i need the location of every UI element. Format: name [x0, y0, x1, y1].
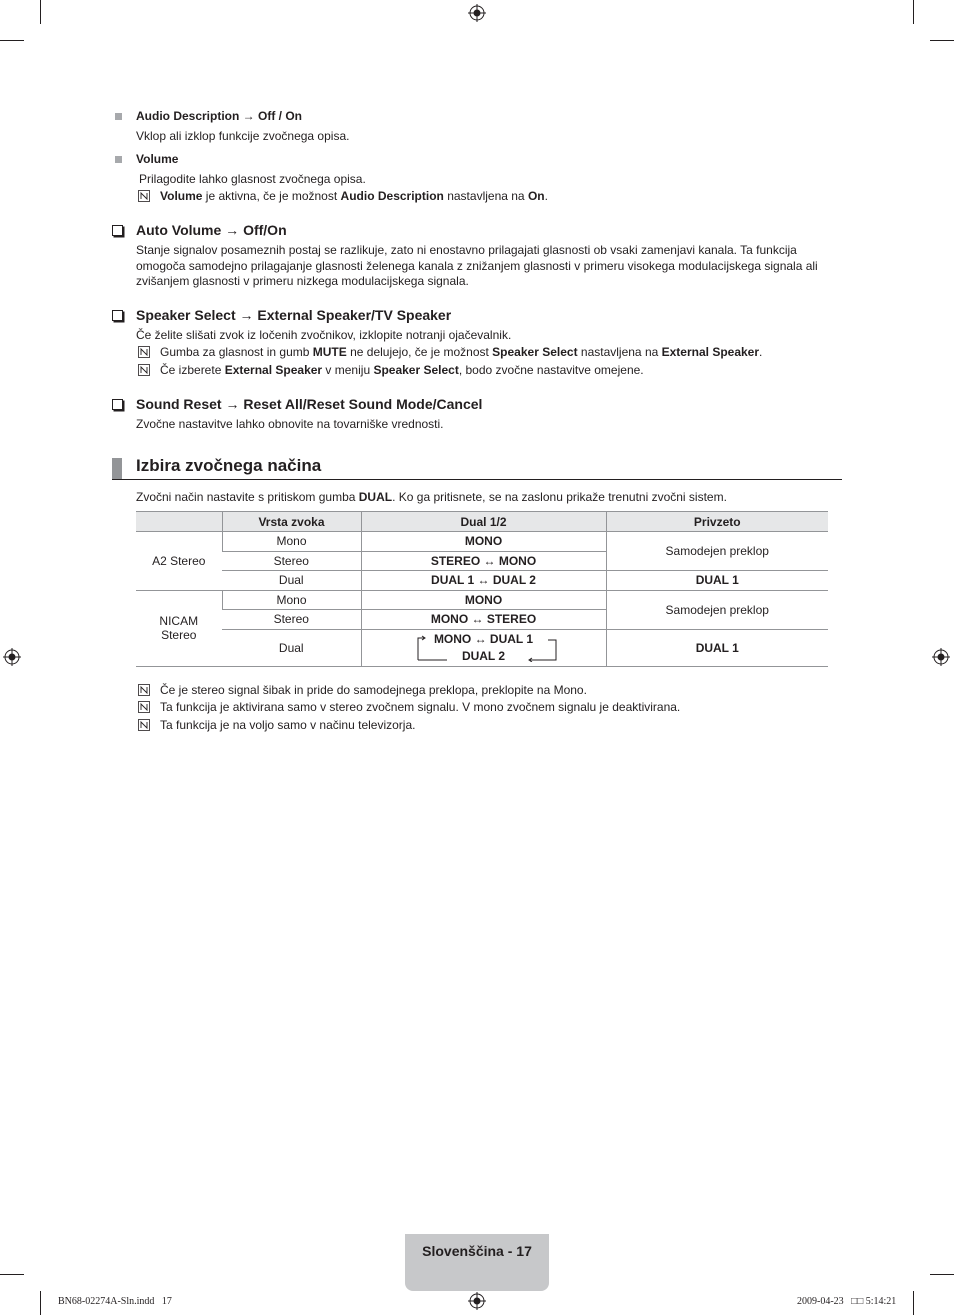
bullet-square-icon	[115, 113, 122, 120]
note-icon	[138, 701, 150, 713]
note-text: Gumba za glasnost in gumb	[160, 345, 313, 359]
cycle-arrow-icon	[414, 634, 558, 662]
note-icon	[138, 190, 150, 202]
table-cell: MONO ↔ STEREO	[361, 610, 606, 630]
note-text: Ta funkcija je na voljo samo v načinu televizorja.	[160, 718, 416, 732]
bold-term: Audio Description	[340, 189, 444, 203]
bold-term: External Speaker	[661, 345, 760, 359]
table-cell: Mono	[222, 590, 361, 610]
table-cell: DUAL 1 ↔ DUAL 2	[361, 571, 606, 591]
crop-mark	[913, 0, 914, 24]
note-text: , bodo zvočne nastavitve omejene.	[458, 363, 644, 377]
audio-description-heading	[136, 109, 302, 124]
crop-mark	[0, 1274, 24, 1275]
note-icon	[138, 719, 150, 731]
nicam-stereo-label	[136, 590, 222, 666]
auto-volume-line-2: omogoča samodejno prilagajanje glasnosti želenega kanala z znižanjem glasnosti v primeru visokega modulacijskega signala ali	[136, 259, 818, 273]
section-marker	[112, 458, 122, 479]
table-header-cell: Dual 1/2	[361, 512, 606, 532]
sound-reset-text: Zvočne nastavitve lahko obnovite na tovarniške vrednosti.	[136, 417, 444, 431]
table-cell: DUAL 1	[606, 571, 828, 591]
auto-volume-line-1: Stanje signalov posameznih postaj se razlikuje, zato ni enostavno prilagajati glasnosti ob vsaki zamenjavi kanala. Ta funkcija	[136, 243, 797, 257]
note-text: v meniju	[322, 363, 374, 377]
bullet-square-icon	[115, 156, 122, 163]
checkbox-bullet-icon	[112, 310, 123, 321]
intro-text: . Ko ga pritisnete, se na zaslonu prikaže trenutni zvočni sistem.	[392, 490, 727, 504]
note-icon	[138, 364, 150, 376]
date-slug: 2009-04-23 □□ 5:14:21	[797, 1296, 897, 1307]
crop-mark	[913, 1291, 914, 1315]
volume-note	[160, 189, 548, 204]
table-header-cell	[136, 512, 222, 532]
audio-description-label: Audio Description	[136, 109, 240, 123]
registration-mark-icon	[468, 4, 486, 22]
table-cell: Samodejen preklop	[606, 590, 828, 629]
sound-mode-table	[136, 511, 828, 667]
note-text: Če izberete	[160, 363, 225, 377]
crop-mark	[40, 1291, 41, 1315]
auto-volume-line-3: zvišanjem glasnosti v primeru nizkega modulacijskega signala.	[136, 274, 469, 288]
crop-mark	[0, 40, 24, 41]
checkbox-bullet-icon	[112, 225, 123, 236]
table-cell: Mono	[222, 532, 361, 552]
bold-term: MUTE	[312, 345, 347, 359]
table-row	[136, 532, 828, 552]
nicam-label-line: NICAM	[159, 614, 199, 628]
crop-mark	[930, 40, 954, 41]
table-row	[136, 571, 828, 591]
note-text: ne delujejo, če je možnost	[346, 345, 493, 359]
speaker-select-text: Če želite slišati zvok iz ločenih zvočnikov, izklopite notranji ojačevalnik.	[136, 328, 512, 342]
dual-cycle-cell	[361, 629, 606, 666]
page-number-label: Slovenščina - 17	[422, 1243, 532, 1259]
table-cell: DUAL 1	[606, 629, 828, 666]
table-cell: Stereo	[222, 551, 361, 571]
table-header-cell: Privzeto	[606, 512, 828, 532]
speaker-select-heading: Speaker Select → External Speaker/TV Speaker	[136, 307, 452, 323]
file-slug: BN68-02274A-Sln.indd 17	[58, 1296, 172, 1307]
volume-heading: Volume	[136, 152, 179, 166]
bold-term: Speaker Select	[373, 363, 459, 377]
note-text: je aktivna, če je možnost	[202, 189, 341, 203]
table-cell: MONO	[361, 532, 606, 552]
speaker-select-note-2	[160, 363, 644, 378]
table-cell: STEREO ↔ MONO	[361, 551, 606, 571]
auto-volume-heading: Auto Volume → Off/On	[136, 222, 287, 238]
volume-text: Prilagodite lahko glasnost zvočnega opisa.	[139, 172, 366, 186]
dual-cycle-line-2: DUAL 2	[461, 648, 506, 663]
section-title: Izbira zvočnega načina	[136, 456, 322, 475]
note-icon	[138, 684, 150, 696]
registration-mark-icon	[932, 648, 950, 666]
arrow: →	[239, 109, 259, 123]
nicam-label-line: Stereo	[161, 628, 197, 642]
table-header-row	[136, 512, 828, 532]
note-text: Ta funkcija je aktivirana samo v stereo zvočnem signalu. V mono zvočnem signalu je deaktivirana.	[160, 700, 681, 714]
intro-text: Zvočni način nastavite s pritiskom gumba	[136, 490, 359, 504]
note-text: nastavljena na	[577, 345, 662, 359]
bold-term: DUAL	[358, 490, 393, 504]
registration-mark-icon	[3, 648, 21, 666]
bold-term: On	[527, 189, 545, 203]
table-row	[136, 629, 828, 666]
a2-stereo-label: A2 Stereo	[136, 532, 222, 591]
checkbox-bullet-icon	[112, 399, 123, 410]
table-row	[136, 590, 828, 610]
note-text: nastavljena na	[443, 189, 528, 203]
table-cell: Dual	[222, 629, 361, 666]
audio-description-value: Off / On	[258, 109, 303, 123]
crop-mark	[930, 1274, 954, 1275]
speaker-select-note-1	[160, 345, 762, 360]
dual-cycle-line-1: MONO ↔ DUAL 1	[433, 631, 534, 646]
section-rule	[112, 479, 842, 480]
table-cell: Samodejen preklop	[606, 532, 828, 571]
bold-term: Speaker Select	[492, 345, 578, 359]
table-cell: MONO	[361, 590, 606, 610]
note-text: Če je stereo signal šibak in pride do samodejnega preklopa, preklopite na Mono.	[160, 683, 587, 697]
table-cell: Dual	[222, 571, 361, 591]
note-icon	[138, 346, 150, 358]
registration-mark-icon	[468, 1292, 486, 1310]
crop-mark	[40, 0, 41, 24]
note-text: .	[544, 189, 548, 203]
table-header-cell: Vrsta zvoka	[222, 512, 361, 532]
note-text: .	[759, 345, 763, 359]
table-cell: Stereo	[222, 610, 361, 630]
audio-description-text: Vklop ali izklop funkcije zvočnega opisa.	[136, 129, 350, 143]
bold-term: Volume	[160, 189, 203, 203]
bold-term: External Speaker	[224, 363, 323, 377]
sound-reset-heading: Sound Reset → Reset All/Reset Sound Mode/Cancel	[136, 396, 483, 412]
section-intro	[136, 490, 727, 505]
